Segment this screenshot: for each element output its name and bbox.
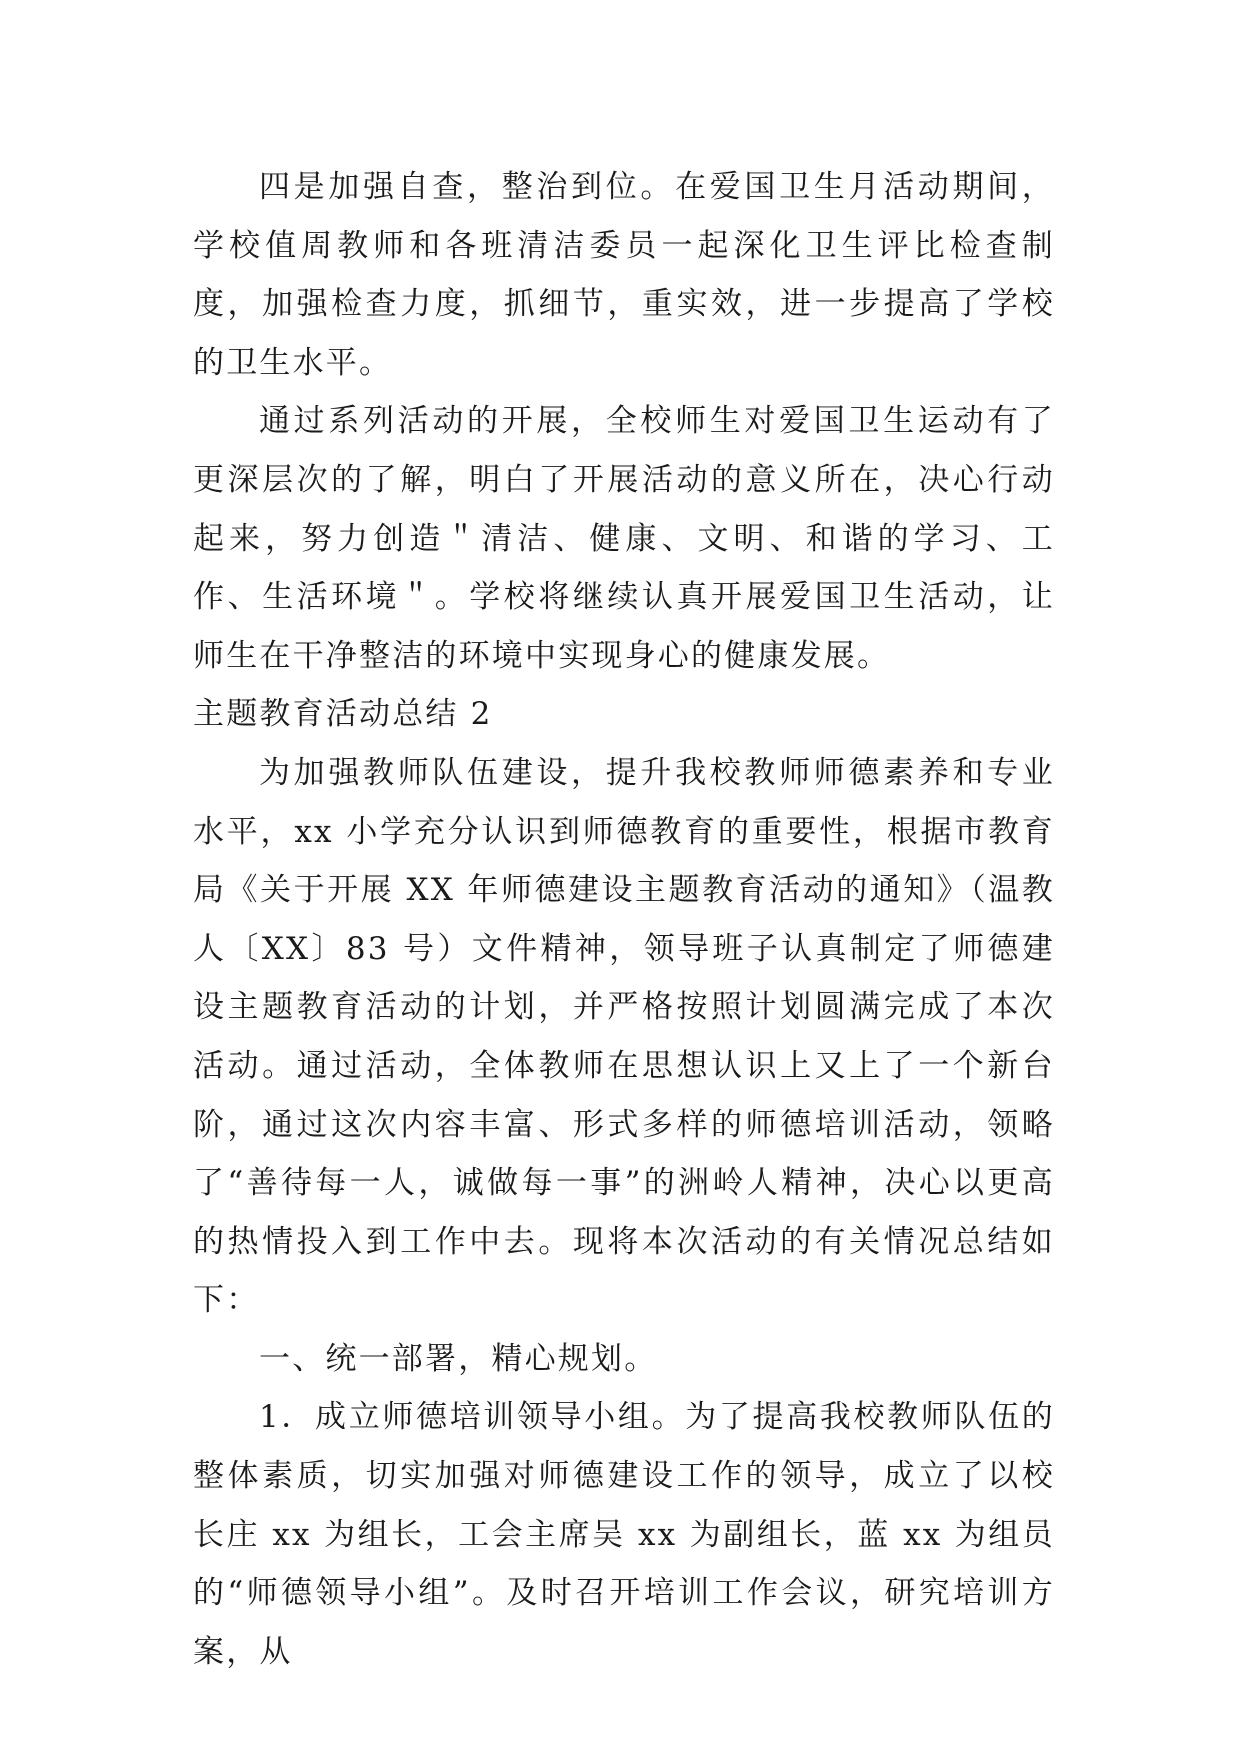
paragraph-introduction: 为加强教师队伍建设，提升我校教师师德素养和专业水平，xx 小学充分认识到师德教育的重要性，根据市教育局《关于开展 XX 年师德建设主题教育活动的通知》（温教人〔XX〕83 号）文件精神，领导班子认真制定了师德建设主题教育活动的计划，并严格按照计划圆满完成了本次活动。通过活动，全体教师在思想认识上又上了一个新台阶，通过这次内容丰富、形式多样的师德培训活动，领略了“善待每一人，诚做每一事”的洲岭人精神，决心以更高的热情投入到工作中去。现将本次活动的有关情况总结如下： xyxy=(193,754,1055,1319)
section-heading: 主题教育活动总结 2 xyxy=(193,696,493,733)
paragraph-self-inspection: 四是加强自查，整治到位。在爱国卫生月活动期间，学校值周教师和各班清洁委员一起深化卫生评比检查制度，加强检查力度，抓细节，重实效，进一步提高了学校的卫生水平。 xyxy=(193,169,1055,381)
paragraph-activity-results: 通过系列活动的开展，全校师生对爱国卫生运动有了更深层次的了解，明白了开展活动的意义所在，决心行动起来，努力创造＂清洁、健康、文明、和谐的学习、工作、生活环境＂。学校将继续认真开展爱国卫生活动，让师生在干净整洁的环境中实现身心的健康发展。 xyxy=(193,403,1055,674)
paragraph-subheading-one: 一、统一部署，精心规划。 xyxy=(259,1340,658,1377)
document-body xyxy=(193,158,1055,1681)
paragraph-leadership-group: 1．成立师德培训领导小组。为了提高我校教师队伍的整体素质，切实加强对师德建设工作的领导，成立了以校长庄 xx 为组长，工会主席吴 xx 为副组长，蓝 xx 为组员的“师德领导小组”。及时召开培训工作会议，研究培训方案，从 xyxy=(193,1399,1055,1670)
